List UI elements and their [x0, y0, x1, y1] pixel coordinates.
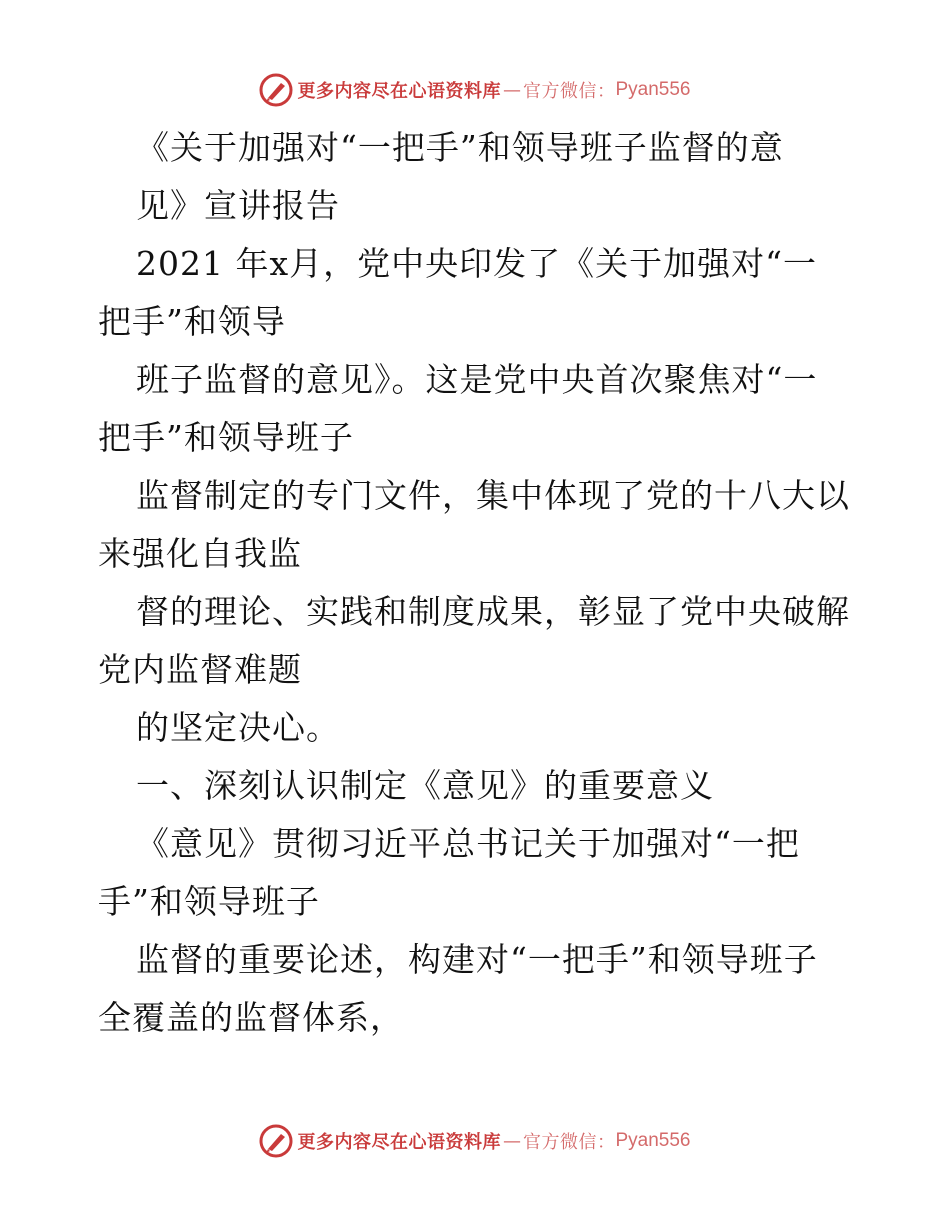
banner-separator: — [502, 1130, 521, 1152]
wechat-label: 官方微信： [522, 1132, 616, 1153]
paragraph-line: 督的理论、实践和制度成果，彰显了党中央破解 [136, 592, 850, 631]
title-line-2: 见》宣讲报告 [136, 186, 340, 225]
wechat-id: Pyan556 [615, 1130, 691, 1151]
paragraph-line: 全覆盖的监督体系， [98, 998, 404, 1037]
pen-logo-icon [259, 73, 293, 107]
paragraph-line: 监督的重要论述，构建对“一把手”和领导班子 [136, 940, 818, 979]
header-banner [0, 70, 950, 110]
paragraph-line: 党内监督难题 [98, 650, 302, 689]
wechat-id: Pyan556 [615, 79, 691, 100]
title-line-1: 《关于加强对“一把手”和领导班子监督的意 [136, 128, 784, 167]
paragraph-line: 把手”和领导班子 [98, 418, 354, 457]
paragraph-line: 的坚定决心。 [136, 708, 340, 747]
site-name: 更多内容尽在心语资料库 [297, 1132, 501, 1153]
paragraph-line: 来强化自我监 [98, 534, 302, 573]
document-body [98, 119, 858, 1047]
paragraph-line: 班子监督的意见》。这是党中央首次聚焦对“一 [136, 360, 818, 399]
paragraph-line: 监督制定的专门文件，集中体现了党的十八大以 [136, 476, 850, 515]
section-heading: 一、深刻认识制定《意见》的重要意义 [136, 766, 714, 805]
paragraph-line: 2021 年x月，党中央印发了《关于加强对“一 [136, 244, 817, 283]
banner-separator: — [502, 79, 521, 101]
paragraph-line: 把手”和领导 [98, 302, 286, 341]
paragraph-line: 《意见》贯彻习近平总书记关于加强对“一把 [136, 824, 800, 863]
pen-logo-icon [259, 1124, 293, 1158]
wechat-label: 官方微信： [522, 81, 616, 102]
site-name: 更多内容尽在心语资料库 [297, 81, 501, 102]
footer-banner [0, 1121, 950, 1161]
paragraph-line: 手”和领导班子 [98, 882, 320, 921]
